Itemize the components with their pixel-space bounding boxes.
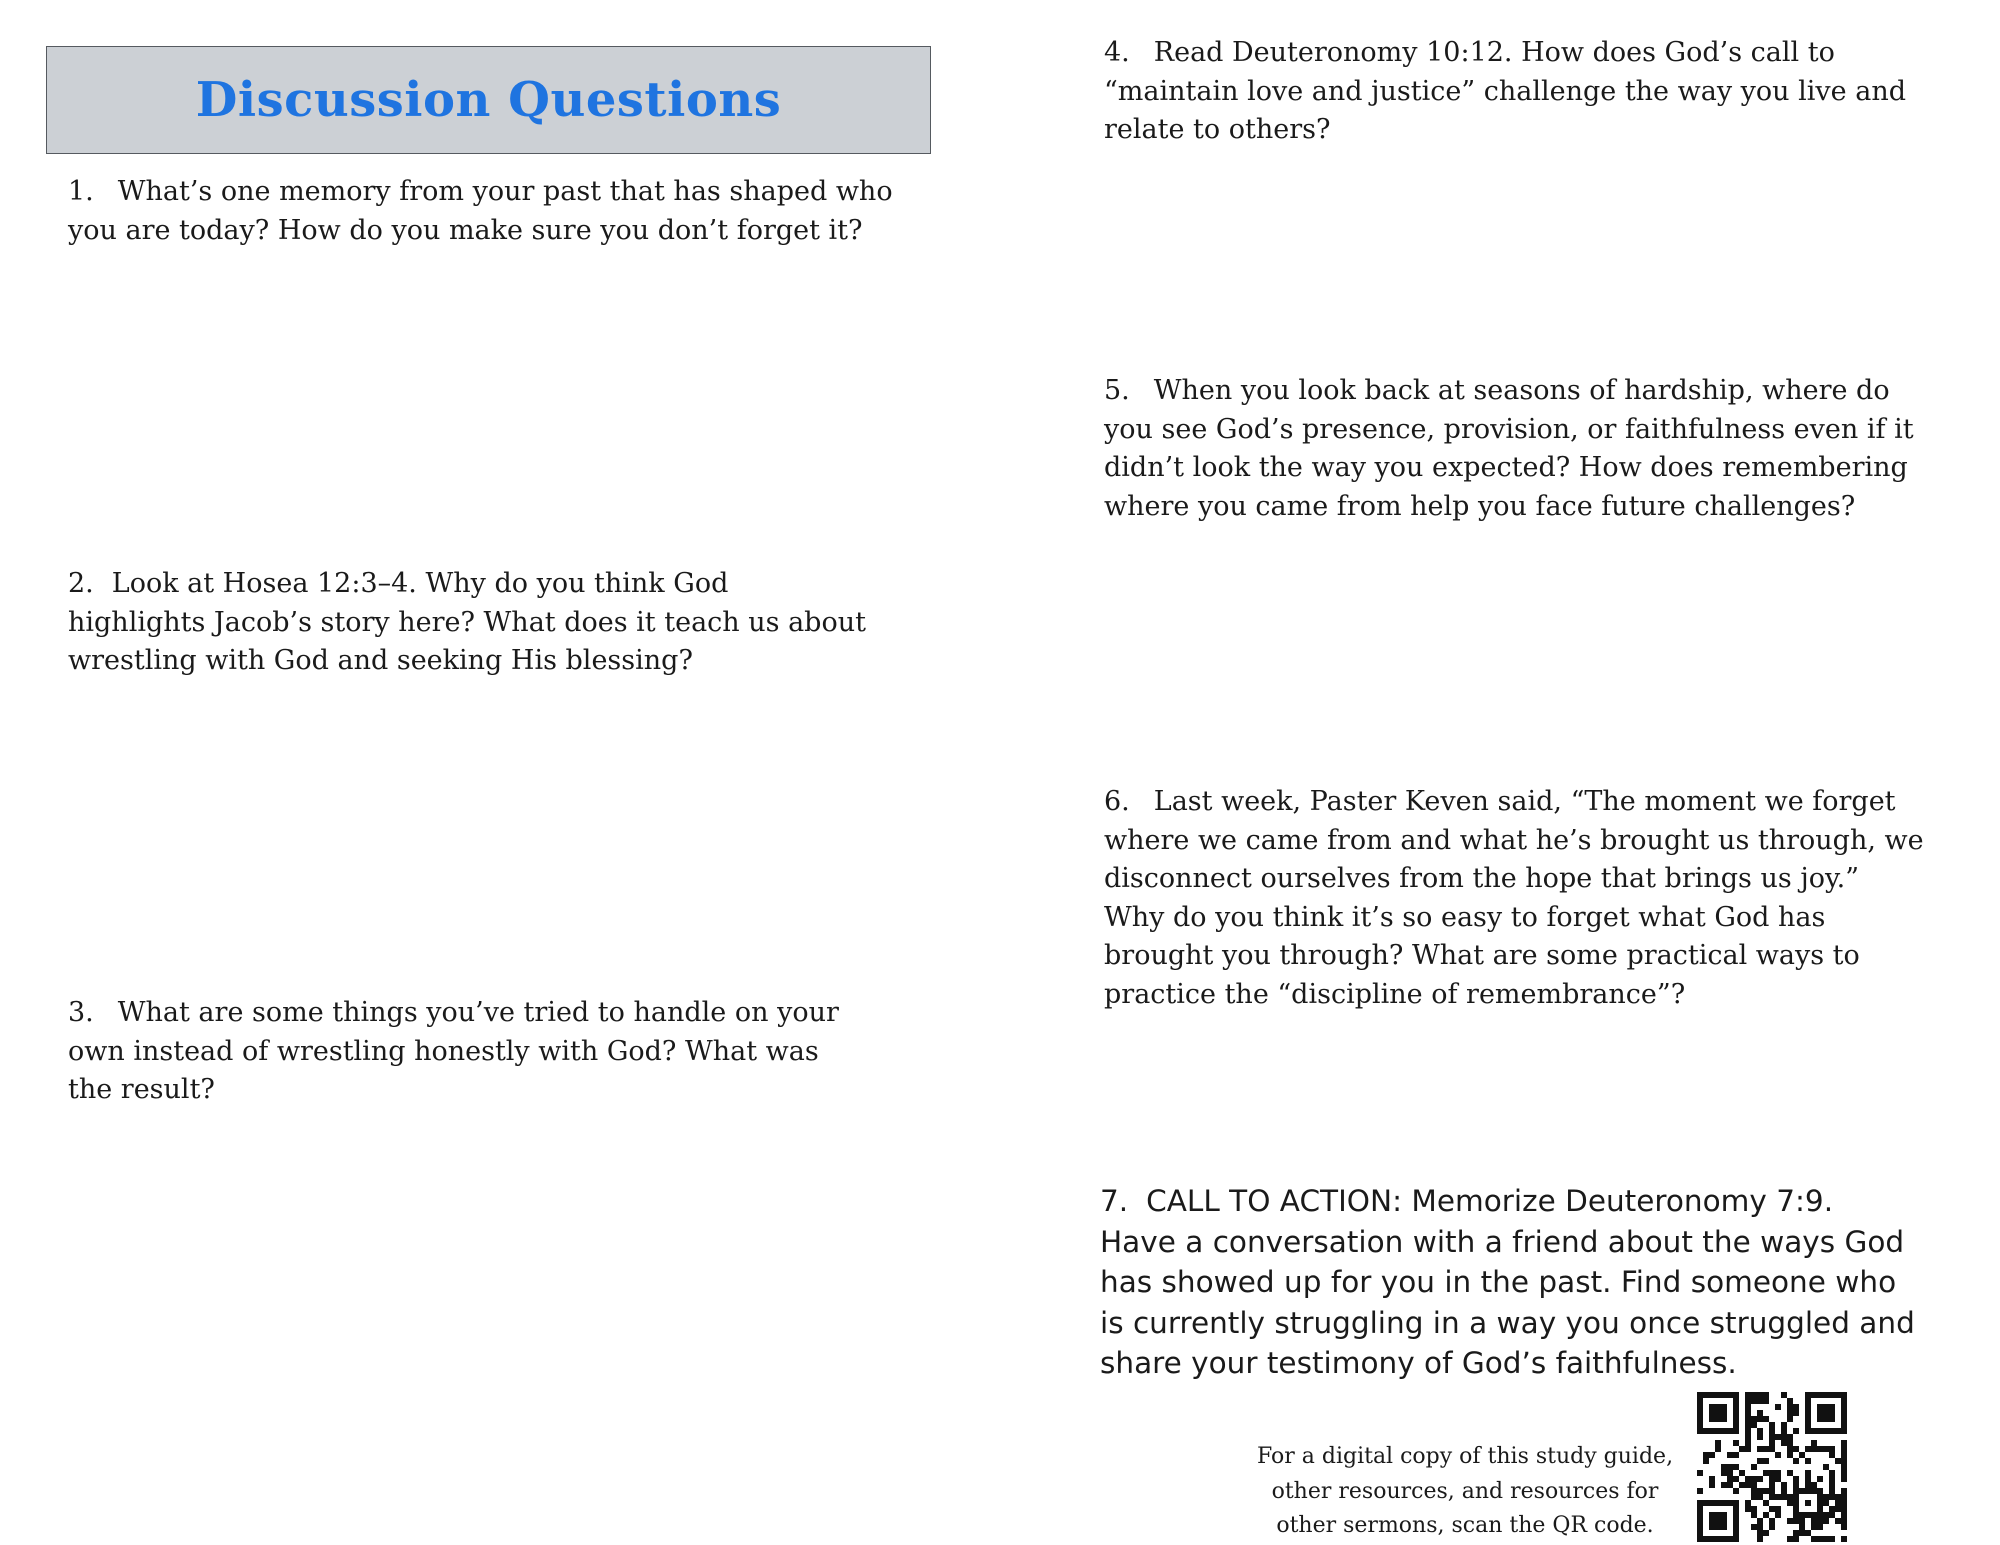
question-number: 5.: [1104, 375, 1130, 406]
question-line: disconnect ourselves from the hope that brings us joy.”: [1104, 863, 1859, 894]
question-line: relate to others?: [1104, 114, 1331, 145]
question-number: 7.: [1100, 1184, 1129, 1218]
question-number: 4.: [1104, 37, 1130, 68]
question-number: 1.: [68, 176, 94, 207]
question-line: didn’t look the way you expected? How does remembering: [1104, 452, 1908, 483]
footer-line: other resources, and resources for: [1271, 1478, 1659, 1504]
question-line: you see God’s presence, provision, or faithfulness even if it: [1104, 413, 1914, 445]
question-line: the result?: [68, 1074, 215, 1105]
question-line: “maintain love and justice” challenge the way you live and: [1104, 75, 1906, 107]
question-line: 4. Read Deuteronomy 10:12. How does God’s call to: [1104, 37, 1835, 68]
question-line: 1. What’s one memory from your past that has shaped who: [68, 176, 893, 207]
question-number: 6.: [1104, 786, 1130, 817]
question-line: brought you through? What are some practical ways to: [1104, 940, 1860, 971]
call-to-action: [1100, 1181, 1980, 1384]
question-number: 3.: [68, 997, 94, 1028]
question-line: Have a conversation with a friend about the ways God: [1100, 1224, 1905, 1259]
question-line: 5. When you look back at seasons of hardship, where do: [1104, 375, 1890, 406]
question-line: has showed up for you in the past. Find someone who: [1100, 1265, 1897, 1299]
question-line: wrestling with God and seeking His blessing?: [68, 645, 693, 676]
question-line: 6. Last week, Paster Keven said, “The moment we forget: [1104, 786, 1896, 817]
question-line: is currently struggling in a way you once struggled and: [1100, 1305, 1915, 1340]
question-line: 3. What are some things you’ve tried to handle on your: [68, 997, 839, 1028]
footer-line: other sermons, scan the QR code.: [1276, 1513, 1654, 1538]
footer-line: For a digital copy of this study guide,: [1256, 1444, 1674, 1469]
qr-code-icon: [1697, 1392, 1847, 1542]
page-title: Discussion Questions: [195, 72, 782, 128]
question-line: Why do you think it’s so easy to forget what God has: [1104, 901, 1826, 933]
question-number: 2.: [68, 568, 94, 599]
title-banner: [46, 46, 931, 154]
question-line: own instead of wrestling honestly with God? What was: [68, 1035, 819, 1067]
question-line: 2. Look at Hosea 12:3–4. Why do you think God: [68, 568, 729, 599]
question-line: you are today? How do you make sure you don’t forget it?: [68, 214, 863, 246]
question-4: [1104, 34, 1984, 150]
question-line: where you came from help you face future challenges?: [1104, 490, 1856, 522]
question-5: [1104, 372, 1984, 526]
footer-note: [1255, 1440, 1675, 1544]
question-line: share your testimony of God’s faithfulness.: [1100, 1346, 1737, 1380]
question-line: highlights Jacob’s story here? What does it teach us about: [68, 606, 866, 638]
question-6: [1104, 783, 1984, 1014]
question-1: [68, 173, 948, 250]
question-line: practice the “discipline of remembrance”?: [1104, 978, 1686, 1010]
question-2: [68, 565, 948, 681]
question-3: [68, 994, 948, 1110]
question-line: 7. CALL TO ACTION: Memorize Deuteronomy 7:9.: [1100, 1184, 1834, 1218]
question-line: where we came from and what he’s brought us through, we: [1104, 824, 1924, 856]
